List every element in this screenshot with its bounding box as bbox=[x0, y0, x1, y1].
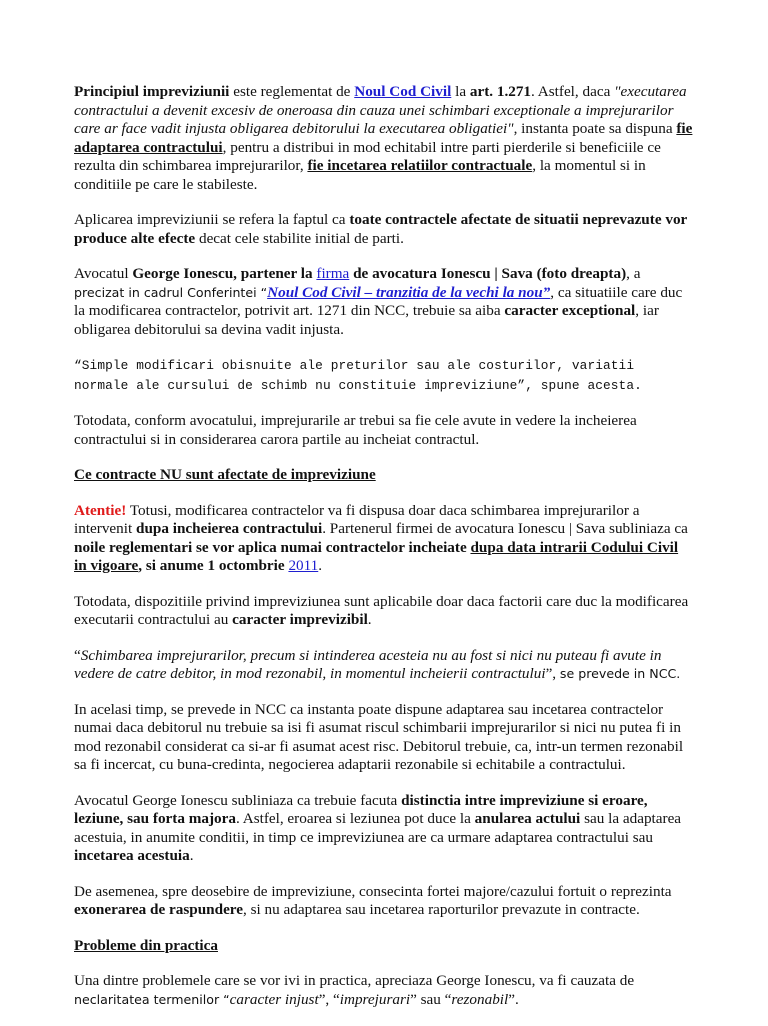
text-run: , si anume 1 octombrie bbox=[138, 557, 285, 574]
text-run: caracter imprevizibil bbox=[232, 611, 368, 628]
text-run: Totodata, dispozitiile privind impreviziunea sunt aplicabile doar daca factorii care duc la modificarea executarii contractului au bbox=[74, 592, 689, 628]
text-run: la bbox=[451, 83, 470, 100]
text-run: caracter exceptional bbox=[504, 302, 636, 319]
text-run: decat cele stabilite initial de parti. bbox=[195, 229, 404, 247]
text-run: Avocatul bbox=[74, 265, 133, 282]
paragraph-dispozitiile bbox=[74, 593, 694, 630]
paragraph-quote-ncc bbox=[74, 647, 694, 684]
paragraph-probleme bbox=[74, 972, 694, 1009]
text-run: distinctia intre impreviziune si eroare, leziune, sau forta majora bbox=[74, 791, 648, 827]
text-run: toate contractele afectate de situatii neprevazute vor produce alte efecte bbox=[74, 211, 688, 247]
text-run: ”. bbox=[508, 990, 519, 1008]
text-run: De asemenea, spre deosebire de impreviziune, consecinta fortei majore/cazului fortuit o reprezinta bbox=[74, 882, 672, 900]
paragraph-avocatul bbox=[74, 265, 694, 339]
text-run: dupa incheierea contractului bbox=[136, 520, 323, 537]
paragraph-totodata bbox=[74, 412, 694, 449]
inline-link[interactable]: firma bbox=[316, 265, 350, 282]
text-run: se prevede in NCC. bbox=[559, 666, 681, 681]
text-run: Schimbarea imprejurarilor, precum si intinderea acesteia nu au fost si nici nu puteau fi avute in vedere de catre debitor, in mod rezonabil, in momentul incheierii contractului bbox=[74, 646, 662, 682]
paragraph-intro bbox=[74, 83, 694, 194]
text-run: dupa data intrarii Codului Civil in vigoare bbox=[74, 538, 679, 574]
text-run: rezonabil bbox=[451, 990, 509, 1008]
heading-ce-contracte bbox=[74, 466, 694, 485]
text-run: exonerarea de raspundere bbox=[74, 901, 244, 918]
text-run: Probleme din practica bbox=[74, 936, 218, 954]
text-run: Totusi, modificarea contractelor va fi dispusa doar daca schimbarea imprejurarilor a intervenit bbox=[74, 501, 640, 537]
text-run: art. 1.271 bbox=[469, 83, 532, 100]
text-run: anularea actului bbox=[474, 810, 581, 827]
paragraph-aplicarea bbox=[74, 211, 694, 248]
text-run: , instanta poate sa dispuna bbox=[513, 120, 677, 137]
text-run: ”, “ bbox=[318, 990, 340, 1008]
text-run: Ce contracte NU sunt afectate de impreviziune bbox=[74, 466, 376, 483]
text-run: . Astfel, eroarea si leziunea pot duce la bbox=[235, 810, 475, 827]
paragraph-in-acelasi-timp bbox=[74, 701, 694, 775]
inline-link[interactable]: 2011 bbox=[288, 557, 319, 574]
text-run: de avocatura Ionescu | Sava (foto dreapta) bbox=[353, 265, 627, 282]
text-run: , si nu adaptarea sau incetarea raporturilor prevazute in contracte. bbox=[243, 901, 640, 918]
text-run: caracter injust bbox=[229, 990, 319, 1008]
text-run: Avocatul George Ionescu subliniaza ca trebuie facuta bbox=[74, 791, 402, 809]
article-body bbox=[74, 83, 694, 1026]
text-run: Aplicarea impreviziunii se refera la faptul ca bbox=[74, 211, 350, 228]
text-run: “ bbox=[74, 646, 81, 664]
text-run: fie adaptarea contractului bbox=[74, 120, 693, 156]
text-run: , iar obligarea debitorului sa devina vadit injusta. bbox=[74, 302, 659, 338]
text-run: “Simple modificari obisnuite ale preturilor sau ale costurilor, variatii normale ale cursului de schimb nu constituie impreviziune”, spune acesta. bbox=[74, 358, 642, 393]
text-run: imprejurari bbox=[339, 990, 411, 1008]
text-run: sau la adaptarea acestuia, in anumite conditii, in timp ce impreviziunea are ca urmare adaptarea contractului sau bbox=[74, 810, 682, 846]
text-run: George Ionescu, partener la bbox=[132, 265, 313, 282]
text-run: neclaritatea termenilor “ bbox=[74, 991, 230, 1007]
text-run: . Partenerul firmei de avocatura Ionescu | Sava subliniaza ca bbox=[322, 520, 688, 537]
text-run: . Astfel, daca bbox=[531, 83, 615, 100]
text-run: , pentru a distribui in mod echitabil intre parti pierderile si beneficiile ce rezulta din schimbarea imprejurarilor, bbox=[74, 138, 661, 174]
paragraph-distinctia bbox=[74, 792, 694, 866]
text-run: , a bbox=[626, 265, 641, 282]
text-run: In acelasi timp, se prevede in NCC ca instanta poate dispune adaptarea sau incetarea contractelor numai daca debitorul nu trebuie sa isi fi asumat riscul schimbarii imprejurarilor si nici nu putea fi in mod rezonabil considerat ca si-ar fi asumat acest risc. Debitorul trebuie, ca, intr-un termen rezonabil sa fi incercat, cu buna-credinta, negocierea adaptarii rezonabile si echitabile a contractului. bbox=[74, 700, 684, 773]
paragraph-forta-majora bbox=[74, 883, 694, 920]
text-run: "executarea contractului a devenit excesiv de oneroasa din cauza unei schimbari exceptionale a imprejurarilor care ar face vadit injusta obligarea debitorului la executarea obligatiei" bbox=[74, 83, 687, 137]
text-run: fie incetarea relatiilor contractuale bbox=[307, 157, 533, 174]
paragraph-quote-simple bbox=[74, 356, 694, 395]
heading-probleme bbox=[74, 937, 694, 956]
inline-link[interactable]: Noul Cod Civil – tranzitia de la vechi la nou” bbox=[267, 283, 551, 301]
text-run: . bbox=[318, 557, 323, 574]
paragraph-atentie bbox=[74, 502, 694, 576]
text-run: noile reglementari se vor aplica numai contractelor incheiate bbox=[74, 538, 471, 556]
text-run: , ca situatiile care duc la modificarea contractelor, potrivit art. 1271 din NCC, trebuie sa aiba bbox=[74, 283, 683, 319]
text-run: . bbox=[367, 611, 372, 628]
text-run: Una dintre problemele care se vor ivi in practica, apreciaza George Ionescu, va fi cauzata de bbox=[74, 972, 635, 989]
inline-link[interactable]: Noul Cod Civil bbox=[354, 83, 452, 100]
text-run: este reglementat de bbox=[229, 83, 355, 100]
text-run: ” sau “ bbox=[410, 990, 452, 1008]
text-run: ”, bbox=[545, 665, 560, 682]
text-run: Atentie! bbox=[74, 501, 127, 519]
text-run: incetarea acestuia bbox=[74, 847, 190, 864]
text-run: , la momentul si in conditiile pe care le stabileste. bbox=[74, 157, 646, 193]
text-run: precizat in cadrul Conferintei “ bbox=[74, 284, 268, 300]
text-run: . bbox=[189, 847, 194, 864]
text-run: Totodata, conform avocatului, imprejurarile ar trebui sa fie cele avute in vedere la incheierea contractului si in considerarea carora partile au incheiat contractul. bbox=[74, 412, 637, 448]
text-run: Principiul impreviziunii bbox=[74, 83, 230, 100]
